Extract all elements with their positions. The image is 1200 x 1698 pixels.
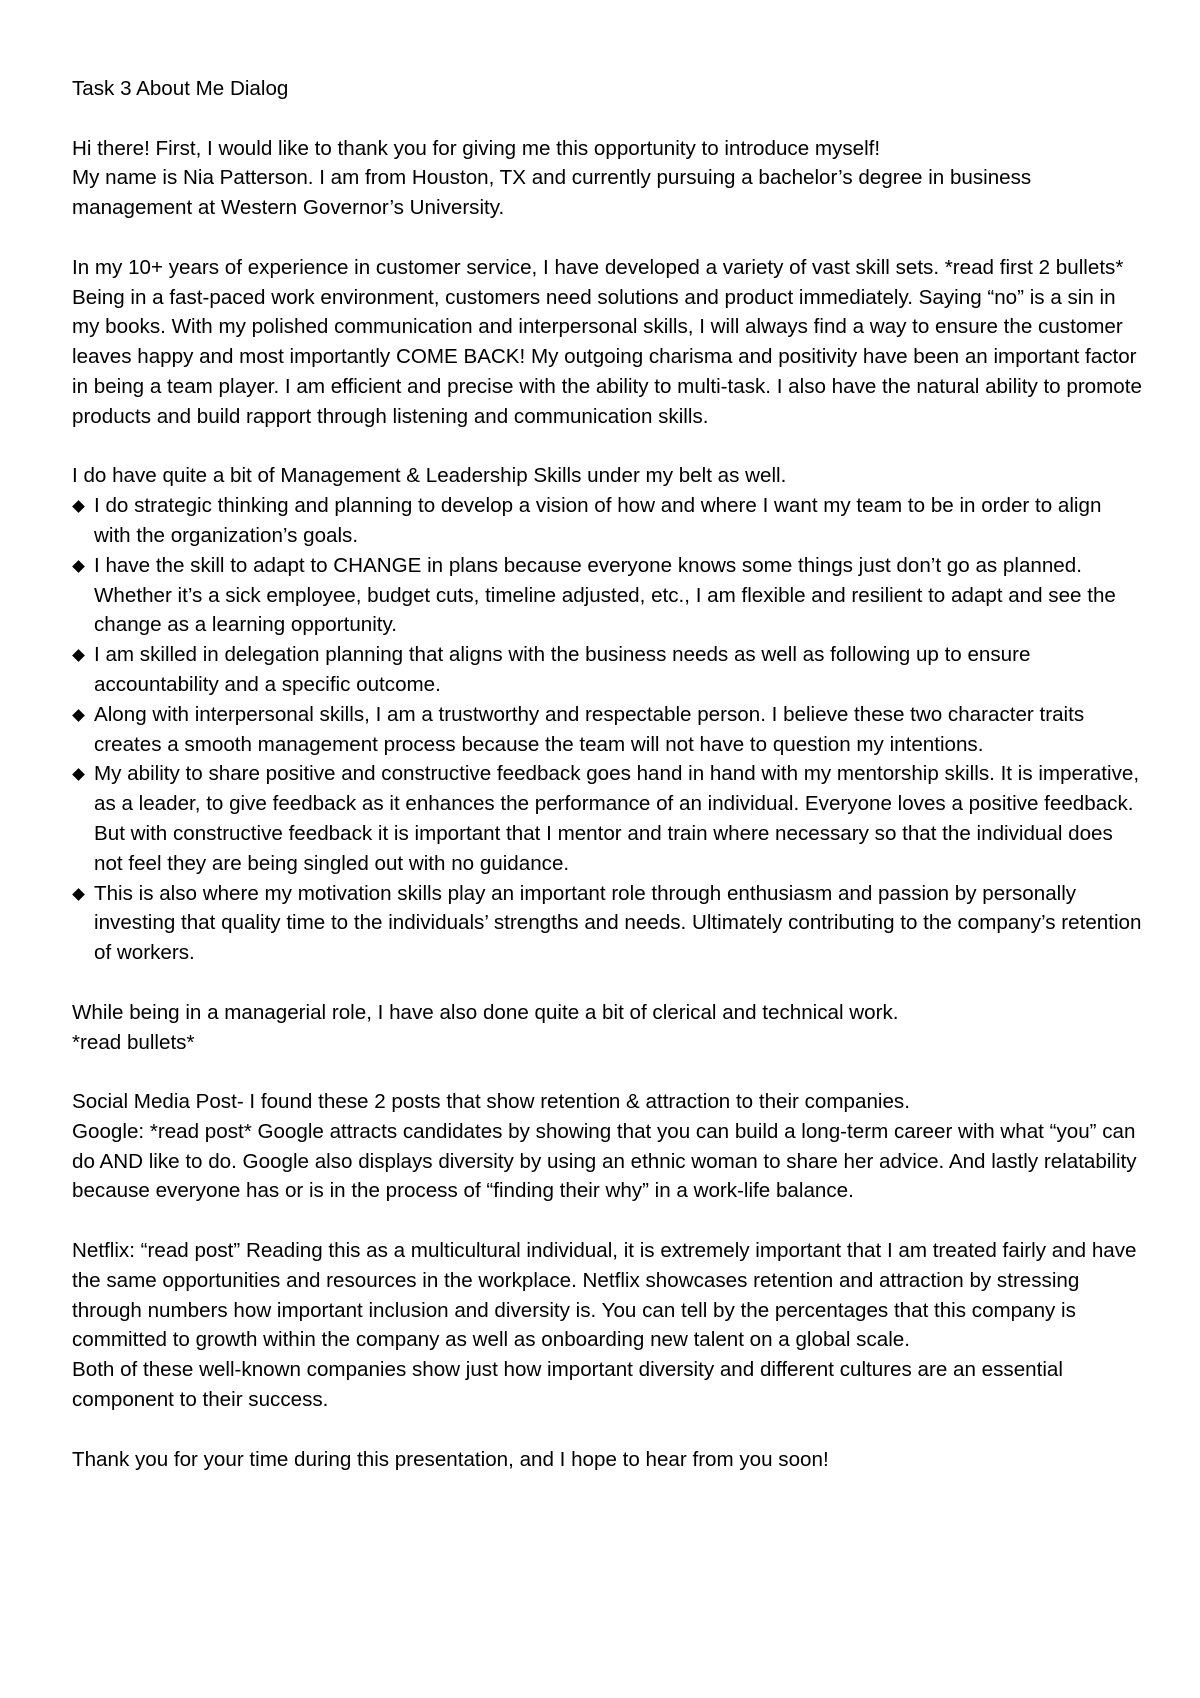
- list-item: [72, 700, 1142, 760]
- spacer: [72, 1057, 1142, 1087]
- spacer: [72, 104, 1142, 134]
- list-item: [72, 640, 1142, 700]
- diamond-bullet-icon: [72, 500, 85, 513]
- clerical-intro: While being in a managerial role, I have also done quite a bit of clerical and technical work.: [72, 1000, 899, 1024]
- diamond-bullet-icon: [72, 768, 85, 781]
- list-item: [72, 491, 1142, 551]
- netflix-paragraph: Netflix: “read post” Reading this as a multicultural individual, it is extremely important that I am treated fairly and have the same opportunities and resources in the workplace. Netflix showcases retention and attraction by stressing through numbers how important inclusion and diversity is. You can tell by the percentages that this company is committed to growth within the company as well as onboarding new talent on a global scale.: [72, 1239, 1137, 1352]
- document-title: Task 3 About Me Dialog: [72, 77, 289, 100]
- intro-thanks: Hi there! First, I would like to thank you for giving me this opportunity to introduce myself!: [72, 136, 881, 160]
- document-page: [72, 74, 1142, 1474]
- bullet-text: This is also where my motivation skills play an important role through enthusiasm and passion by personally investing that quality time to the individuals’ strengths and needs. Ultimately contributing to the company’s retention of workers.: [94, 881, 1142, 965]
- diamond-bullet-icon: [72, 560, 85, 573]
- spacer: [72, 1206, 1142, 1236]
- list-item: [72, 551, 1142, 640]
- spacer: [72, 432, 1142, 462]
- list-item: [72, 879, 1142, 968]
- management-bullet-list: [72, 491, 1142, 968]
- spacer: [72, 223, 1142, 253]
- bullet-text: My ability to share positive and constructive feedback goes hand in hand with my mentorship skills. It is imperative, as a leader, to give feedback as it enhances the performance of an individual. Everyone loves a positive feedback. But with constructive feedback it is important that I mentor and train where necessary so that the individual does not feel they are being singled out with no guidance.: [94, 762, 1140, 875]
- google-paragraph: Google: *read post* Google attracts candidates by showing that you can build a long-term career with what “you” can do AND like to do. Google also displays diversity by using an ethnic woman to share her advice. And lastly relatability because everyone has or is in the process of “finding their why” in a work-life balance.: [72, 1119, 1137, 1203]
- spacer: [72, 1415, 1142, 1445]
- bullet-text: I do strategic thinking and planning to develop a vision of how and where I want my team to be in order to align with the organization’s goals.: [94, 494, 1102, 547]
- bullet-text: Along with interpersonal skills, I am a trustworthy and respectable person. I believe these two character traits creates a smooth management process because the team will not have to question my intentions.: [94, 702, 1085, 756]
- list-item: [72, 759, 1142, 878]
- diamond-bullet-icon: [72, 649, 85, 662]
- social-intro: Social Media Post- I found these 2 posts that show retention & attraction to their companies.: [72, 1090, 910, 1114]
- bullet-text: I have the skill to adapt to CHANGE in plans because everyone knows some things just don’t go as planned. Whether it’s a sick employee, budget cuts, timeline adjusted, etc., I am flexible and resilient to adapt and see the change as a learning opportunity.: [94, 553, 1116, 637]
- diamond-bullet-icon: [72, 888, 85, 901]
- management-intro: I do have quite a bit of Management & Leadership Skills under my belt as well.: [72, 464, 787, 488]
- companies-summary: Both of these well-known companies show just how important diversity and different cultures are an essential component to their success.: [72, 1358, 1063, 1412]
- clerical-note: *read bullets*: [72, 1030, 195, 1054]
- diamond-bullet-icon: [72, 709, 85, 722]
- experience-intro: In my 10+ years of experience in customer service, I have developed a variety of vast skill sets. *read first 2 bullets*: [72, 255, 1124, 279]
- closing-line: Thank you for your time during this presentation, and I hope to hear from you soon!: [72, 1447, 829, 1471]
- spacer: [72, 968, 1142, 998]
- bullet-text: I am skilled in delegation planning that aligns with the business needs as well as following up to ensure accountability and a specific outcome.: [94, 643, 1031, 696]
- intro-name: My name is Nia Patterson. I am from Houston, TX and currently pursuing a bachelor’s degree in business management at Western Governor’s University.: [72, 166, 1032, 220]
- experience-body: Being in a fast-paced work environment, customers need solutions and product immediately. Saying “no” is a sin in my books. With my polished communication and interpersonal skills, I will always find a way to ensure the customer leaves happy and most importantly COME BACK! My outgoing charisma and positivity have been an important factor in being a team player. I am efficient and precise with the ability to multi-task. I also have the natural ability to promote products and build rapport through listening and communication skills.: [72, 285, 1142, 428]
